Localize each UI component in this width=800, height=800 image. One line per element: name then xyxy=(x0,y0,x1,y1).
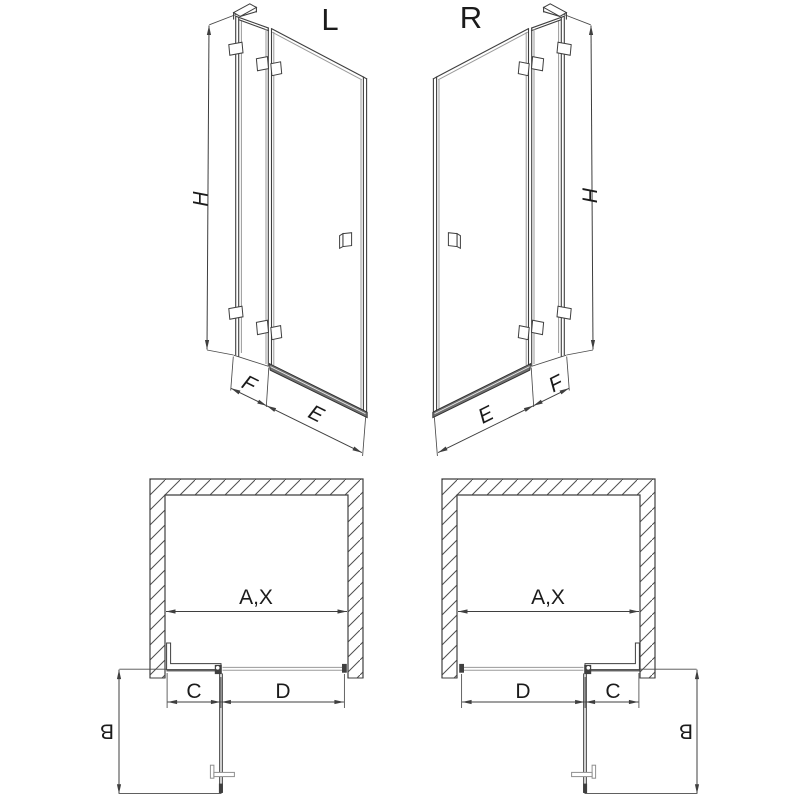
fixed-segment-label-left: C xyxy=(186,680,202,703)
height-dim-label-right: H xyxy=(577,187,601,203)
plan-left-projection-dim xyxy=(119,669,222,794)
plan-left-walls xyxy=(150,479,363,678)
door-3d-left-view xyxy=(207,4,367,456)
opening-width-label-left: A,X xyxy=(239,586,273,609)
fixed-width-dim-label-left: F xyxy=(238,370,260,398)
plan-left-door xyxy=(167,643,347,793)
plan-right-walls xyxy=(442,479,655,678)
opening-width-label-right: A,X xyxy=(531,586,565,609)
door-3d-right-view xyxy=(433,4,593,456)
door-width-dim-label-right: E xyxy=(474,401,498,429)
fixed-width-dim-label-right: F xyxy=(545,370,567,398)
variant-label-right: R xyxy=(459,0,483,35)
door-segment-label-right: D xyxy=(515,680,531,703)
plan-right-door xyxy=(459,643,639,793)
projection-dim-label-left: B xyxy=(99,719,115,743)
door-segment-label-left: D xyxy=(275,680,291,703)
variant-label-left: L xyxy=(321,2,339,37)
projection-dim-label-right: B xyxy=(678,719,694,743)
fixed-segment-label-right: C xyxy=(605,680,621,703)
door-width-dim-label-left: E xyxy=(304,400,328,428)
height-dim-label-left: H xyxy=(189,191,213,207)
